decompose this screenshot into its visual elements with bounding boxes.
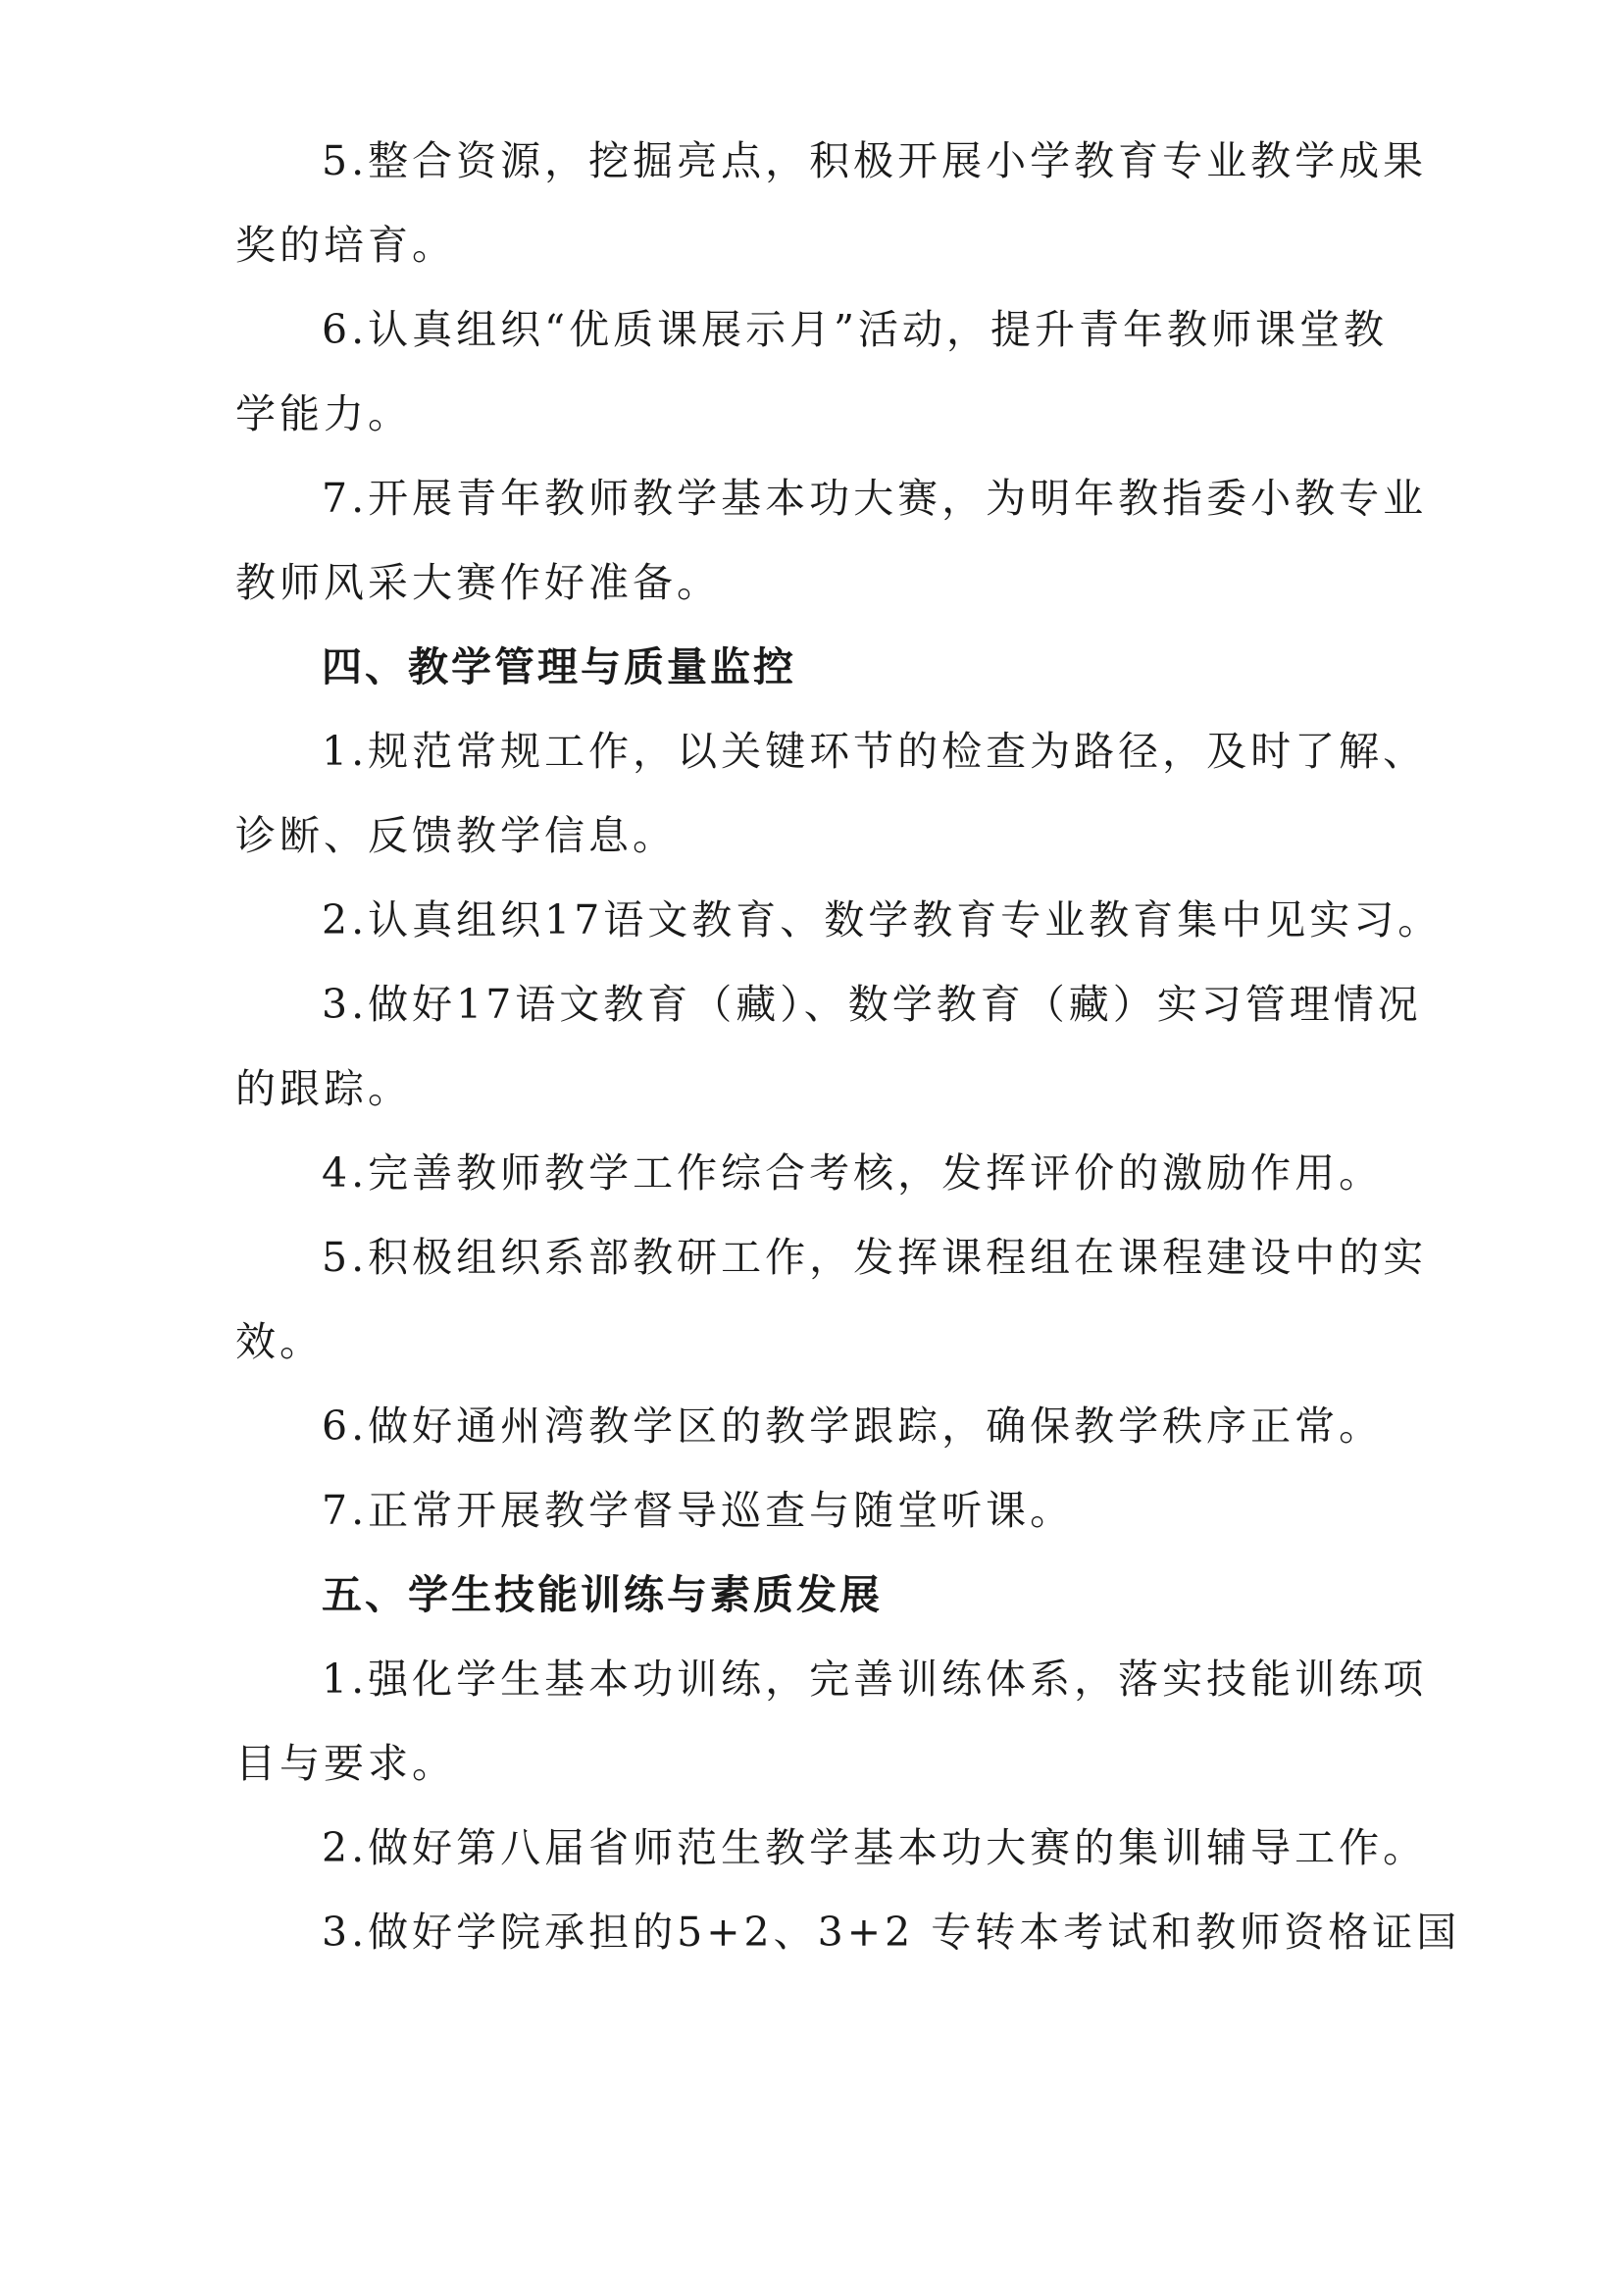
section-heading-4: 四、教学管理与质量监控 <box>322 643 796 690</box>
paragraph-item-7b: 7.正常开展教学督导巡查与随堂听课。 <box>322 1487 1075 1534</box>
paragraph-item-4: 4.完善教师教学工作综合考核，发挥评价的激励作用。 <box>322 1149 1384 1197</box>
paragraph-item-1-line-2: 诊断、反馈教学信息。 <box>235 812 677 859</box>
paragraph-item-2: 2.认真组织17语文教育、数学教育专业教育集中见实习。 <box>322 896 1443 943</box>
paragraph-item-3-line-2: 的跟踪。 <box>235 1065 412 1112</box>
paragraph-item-3b: 3.做好学院承担的5+2、3+2 专转本考试和教师资格证国 <box>322 1909 1461 1956</box>
paragraph-item-5b-line-1: 5.积极组织系部教研工作，发挥课程组在课程建设中的实 <box>322 1234 1428 1281</box>
paragraph-item-1b-line-1: 1.强化学生基本功训练，完善训练体系，落实技能训练项 <box>322 1656 1428 1703</box>
paragraph-item-7-line-2: 教师风采大赛作好准备。 <box>235 559 721 606</box>
paragraph-item-6-line-1: 6.认真组织“优质课展示月”活动，提升青年教师课堂教 <box>322 306 1389 353</box>
paragraph-item-6b: 6.做好通州湾教学区的教学跟踪，确保教学秩序正常。 <box>322 1402 1384 1450</box>
paragraph-item-5-line-2: 奖的培育。 <box>235 222 456 269</box>
paragraph-item-6-line-2: 学能力。 <box>235 390 412 437</box>
section-heading-5: 五、学生技能训练与素质发展 <box>322 1571 883 1618</box>
paragraph-item-5b-line-2: 效。 <box>235 1318 324 1365</box>
paragraph-item-3-line-1: 3.做好17语文教育（藏）、数学教育（藏）实习管理情况 <box>322 981 1422 1028</box>
paragraph-item-1-line-1: 1.规范常规工作，以关键环节的检查为路径，及时了解、 <box>322 728 1428 775</box>
paragraph-item-1b-line-2: 目与要求。 <box>235 1740 456 1787</box>
paragraph-item-7-line-1: 7.开展青年教师教学基本功大赛，为明年教指委小教专业 <box>322 475 1428 522</box>
paragraph-item-5-line-1: 5.整合资源，挖掘亮点，积极开展小学教育专业教学成果 <box>322 137 1428 184</box>
paragraph-item-2b: 2.做好第八届省师范生教学基本功大赛的集训辅导工作。 <box>322 1824 1428 1871</box>
